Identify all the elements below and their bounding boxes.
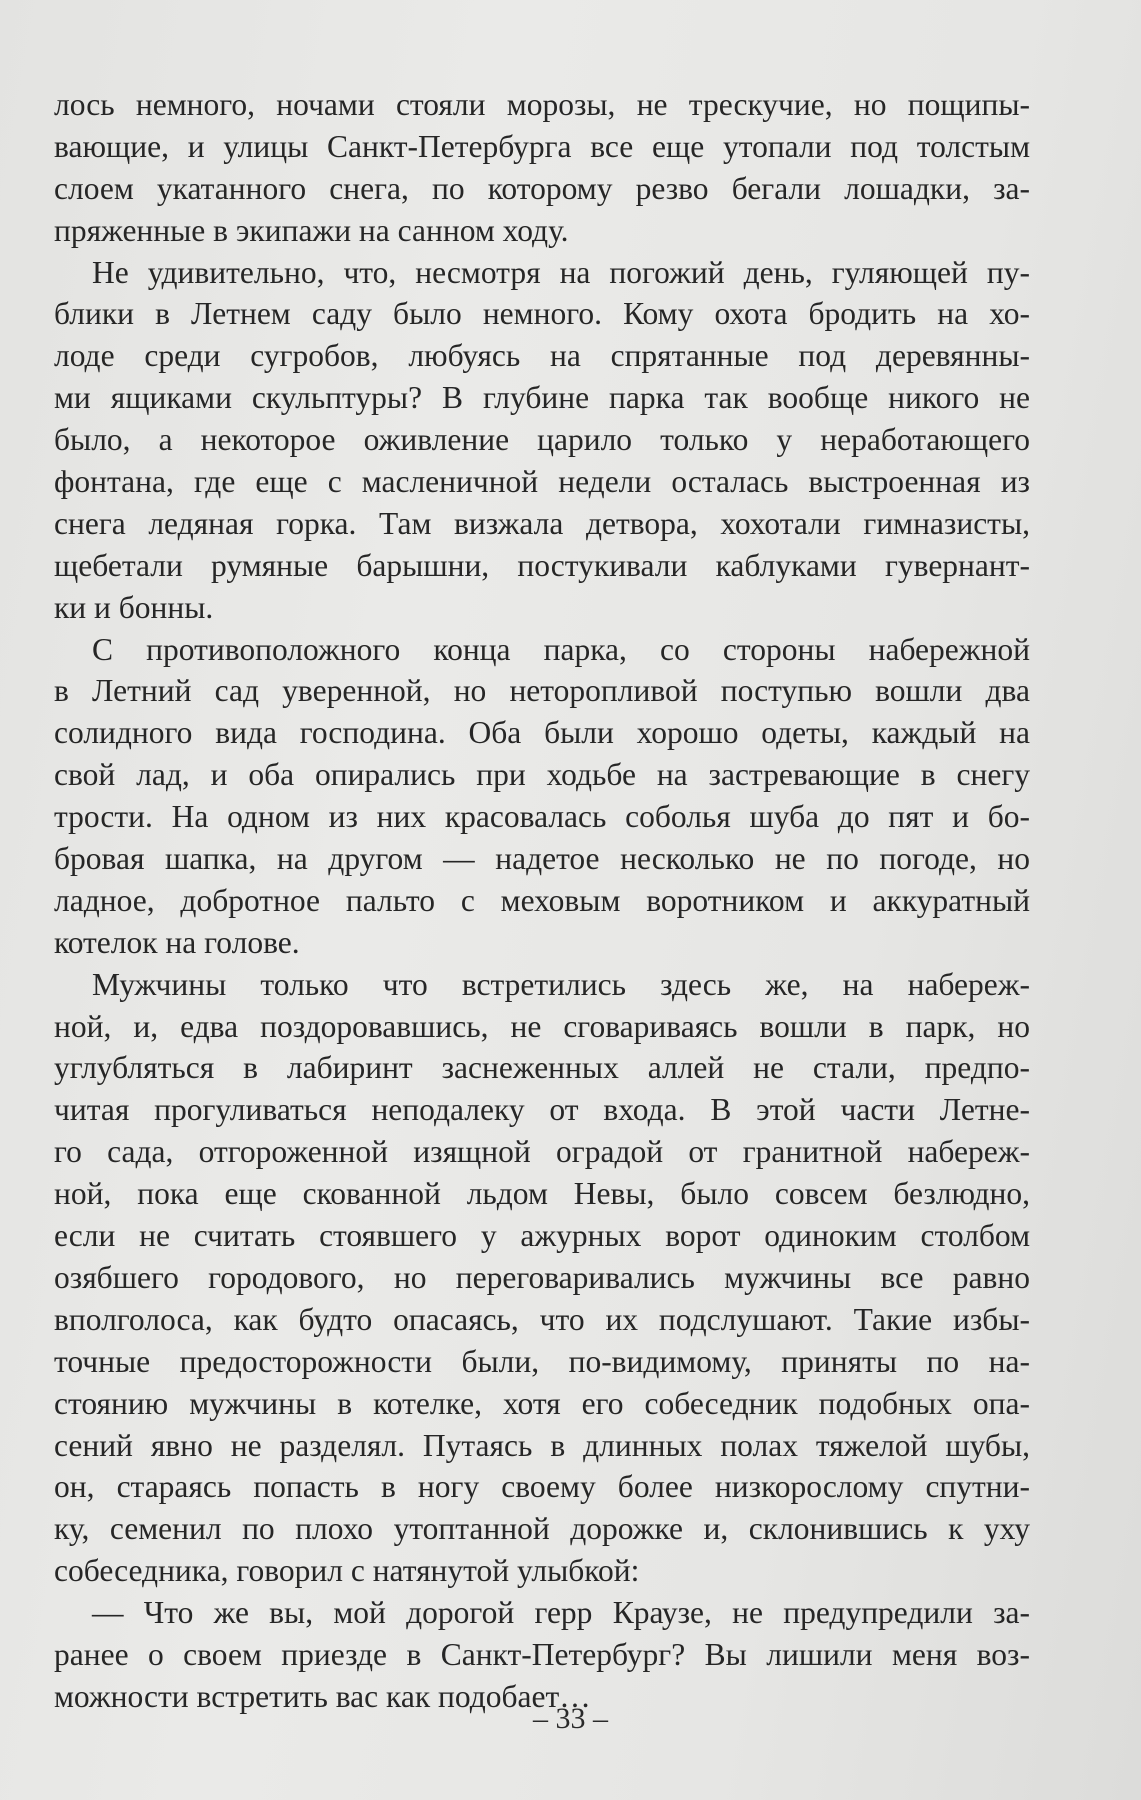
text-line: лось немного, ночами стояли морозы, не трескучие, но пощипы-	[54, 87, 1030, 122]
text-line: пряженные в экипажи на санном ходу.	[54, 212, 569, 248]
text-line: озябшего городового, но переговаривались мужчины все равно	[54, 1259, 1030, 1295]
text-line: вающие, и улицы Санкт-Петербурга все еще утопали под толстым	[54, 128, 1030, 164]
text-line: слоем укатанного снега, по которому резво бегали лошадки, за-	[54, 170, 1030, 206]
paragraph	[54, 964, 1030, 1592]
text-line: вполголоса, как будто опасаясь, что их подслушают. Такие избы-	[54, 1301, 1030, 1337]
text-line: ранее о своем приезде в Санкт-Петербург? Вы лишили меня воз-	[54, 1636, 1030, 1672]
page-body-text	[54, 84, 1030, 1718]
text-line: лоде среди сугробов, любуясь на спрятанные под деревянны-	[54, 338, 1030, 374]
text-line: блики в Летнем саду было немного. Кому охота бродить на хо-	[54, 296, 1030, 332]
text-line: если не считать стоявшего у ажурных ворот одиноким столбом	[54, 1218, 1030, 1254]
text-line: бровая шапка, на другом — надетое несколько не по погоде, но	[54, 841, 1030, 877]
text-line: в Летний сад уверенной, но неторопливой поступью вошли два	[54, 673, 1030, 709]
text-line: углубляться в лабиринт заснеженных аллей не стали, предпо-	[54, 1050, 1030, 1086]
text-line: ки и бонны.	[54, 589, 214, 625]
paragraph	[54, 629, 1030, 964]
paragraph	[54, 252, 1030, 629]
text-line: щебетали румяные барышни, постукивали каблуками гувернант-	[54, 547, 1030, 583]
text-line: ной, пока еще скованной льдом Невы, было совсем безлюдно,	[54, 1176, 1030, 1212]
text-line: солидного вида господина. Оба были хорошо одеты, каждый на	[54, 715, 1030, 751]
text-line: было, а некоторое оживление царило только у неработающего	[54, 422, 1030, 458]
paragraph	[54, 1592, 1030, 1718]
page-number: – 33 –	[533, 1702, 608, 1735]
text-line: фонтана, где еще с масленичной недели осталась выстроенная из	[54, 464, 1030, 500]
text-line: ладное, добротное пальто с меховым воротником и аккуратный	[54, 882, 1030, 918]
text-line: Не удивительно, что, несмотря на погожий день, гуляющей пу-	[92, 254, 1030, 290]
text-line: го сада, отгороженной изящной оградой от гранитной набереж-	[54, 1134, 1030, 1170]
text-line: читая прогуливаться неподалеку от входа. В этой части Летне-	[54, 1092, 1030, 1128]
text-line: собеседника, говорил с натянутой улыбкой:	[54, 1553, 640, 1589]
text-line: точные предосторожности были, по-видимому, приняты по на-	[54, 1343, 1030, 1379]
text-line: стоянию мужчины в котелке, хотя его собеседник подобных опа-	[54, 1385, 1030, 1421]
text-line: ми ящиками скульптуры? В глубине парка так вообще никого не	[54, 380, 1030, 416]
text-line: ной, и, едва поздоровавшись, не сговариваясь вошли в парк, но	[54, 1008, 1030, 1044]
text-line: котелок на голове.	[54, 924, 300, 960]
text-line: можности встретить вас как подобает…	[54, 1678, 591, 1714]
text-line: он, стараясь попасть в ногу своему более низкорослому спутни-	[54, 1469, 1030, 1505]
paragraph	[54, 84, 1030, 252]
text-line: Мужчины только что встретились здесь же, на набереж-	[92, 966, 1030, 1002]
text-line: свой лад, и оба опирались при ходьбе на застревающие в снегу	[54, 757, 1030, 793]
text-line: снега ледяная горка. Там визжала детвора, хохотали гимназисты,	[54, 505, 1030, 541]
text-line: трости. На одном из них красовалась соболья шуба до пят и бо-	[54, 799, 1030, 835]
text-line: — Что же вы, мой дорогой герр Краузе, не предупредили за-	[92, 1595, 1030, 1631]
text-line: сений явно не разделял. Путаясь в длинных полах тяжелой шубы,	[54, 1427, 1030, 1463]
text-line: ку, семенил по плохо утоптанной дорожке и, склонившись к уху	[54, 1511, 1030, 1547]
text-line: С противоположного конца парка, со стороны набережной	[92, 631, 1030, 667]
